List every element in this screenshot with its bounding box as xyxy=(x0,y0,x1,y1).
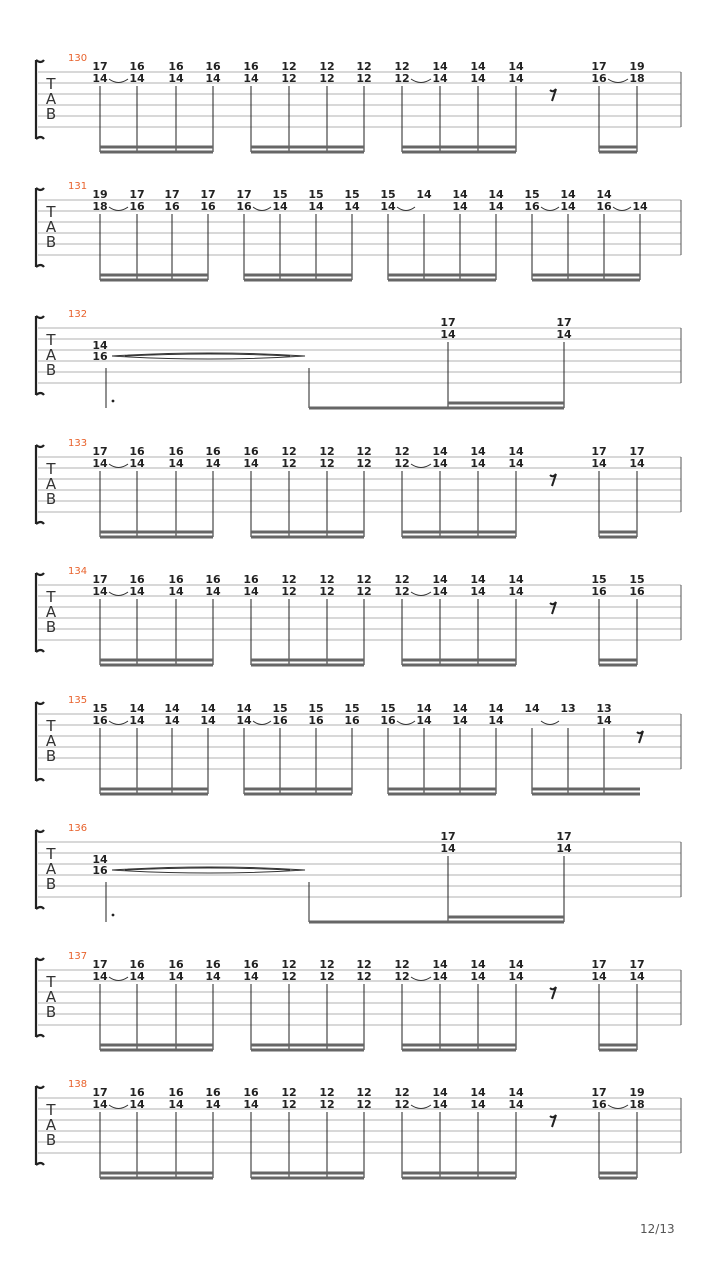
fret-number: 14 xyxy=(243,970,259,983)
tie xyxy=(397,721,415,725)
fret-number: 17 xyxy=(92,445,108,458)
fret-number: 12 xyxy=(394,573,410,586)
fret-number: 16 xyxy=(205,573,221,586)
tab-clef-letter: B xyxy=(45,361,57,379)
fret-number: 14 xyxy=(508,958,524,971)
fret-number: 14 xyxy=(129,714,145,727)
fret-number: 14 xyxy=(164,702,180,715)
fret-number: 14 xyxy=(272,200,288,213)
fret-number: 14 xyxy=(488,200,504,213)
fret-number: 14 xyxy=(236,702,252,715)
fret-number: 14 xyxy=(470,445,486,458)
fret-number: 14 xyxy=(508,1086,524,1099)
fret-number: 14 xyxy=(205,1098,221,1111)
fret-number: 14 xyxy=(129,702,145,715)
fret-number: 16 xyxy=(591,1098,607,1111)
fret-number: 12 xyxy=(319,445,335,458)
fret-number: 14 xyxy=(416,714,432,727)
fret-number: 17 xyxy=(556,316,572,329)
fret-number: 17 xyxy=(629,445,645,458)
measure-number: 133 xyxy=(68,438,88,449)
fret-number: 16 xyxy=(129,958,145,971)
tab-system xyxy=(36,823,681,922)
fret-number: 14 xyxy=(92,970,108,983)
tab-clef-letter: T xyxy=(46,460,56,478)
tie xyxy=(253,207,271,211)
tie xyxy=(613,207,631,211)
fret-number: 14 xyxy=(440,842,456,855)
tab-system xyxy=(36,438,681,537)
fret-number: 16 xyxy=(205,1086,221,1099)
fret-number: 16 xyxy=(92,350,108,363)
rest-eighth xyxy=(550,89,556,101)
fret-number: 16 xyxy=(129,1086,145,1099)
fret-number: 14 xyxy=(488,188,504,201)
fret-number: 19 xyxy=(92,188,108,201)
measure-number: 138 xyxy=(68,1079,88,1090)
fret-number: 12 xyxy=(356,970,372,983)
rest-eighth xyxy=(550,987,556,999)
fret-number: 12 xyxy=(281,585,297,598)
fret-number: 14 xyxy=(560,188,576,201)
tie xyxy=(541,721,559,725)
fret-number: 16 xyxy=(596,200,612,213)
fret-number: 17 xyxy=(591,445,607,458)
fret-number: 19 xyxy=(629,1086,645,1099)
fret-number: 12 xyxy=(319,1086,335,1099)
fret-number: 14 xyxy=(432,60,448,73)
fret-number: 12 xyxy=(319,958,335,971)
fret-number: 14 xyxy=(236,714,252,727)
fret-number: 14 xyxy=(470,573,486,586)
fret-number: 14 xyxy=(432,585,448,598)
fret-number: 17 xyxy=(591,958,607,971)
fret-number: 14 xyxy=(508,445,524,458)
fret-number: 12 xyxy=(394,1098,410,1111)
fret-number: 14 xyxy=(92,339,108,352)
fret-number: 17 xyxy=(629,958,645,971)
fret-number: 17 xyxy=(92,60,108,73)
fret-number: 14 xyxy=(243,585,259,598)
fret-number: 19 xyxy=(629,60,645,73)
fret-number: 14 xyxy=(470,970,486,983)
fret-number: 14 xyxy=(92,72,108,85)
fret-number: 15 xyxy=(308,188,324,201)
fret-number: 14 xyxy=(432,573,448,586)
tie xyxy=(109,207,128,211)
tie xyxy=(411,977,431,981)
fret-number: 13 xyxy=(560,702,576,715)
fret-number: 14 xyxy=(629,970,645,983)
tab-clef-letter: A xyxy=(45,1116,57,1134)
fret-number: 16 xyxy=(164,200,180,213)
fret-number: 12 xyxy=(319,457,335,470)
fret-number: 12 xyxy=(281,60,297,73)
fret-number: 14 xyxy=(92,1098,108,1111)
fret-number: 17 xyxy=(556,830,572,843)
fret-number: 16 xyxy=(200,200,216,213)
fret-number: 12 xyxy=(394,445,410,458)
tie xyxy=(411,592,431,596)
fret-number: 12 xyxy=(281,72,297,85)
fret-number: 15 xyxy=(272,188,288,201)
fret-number: 14 xyxy=(452,702,468,715)
tie xyxy=(253,721,271,725)
fret-number: 14 xyxy=(380,200,396,213)
fret-number: 14 xyxy=(168,457,184,470)
fret-number: 17 xyxy=(440,830,456,843)
fret-number: 14 xyxy=(452,188,468,201)
fret-number: 16 xyxy=(168,445,184,458)
fret-number: 14 xyxy=(432,72,448,85)
tie xyxy=(608,79,628,83)
fret-number: 14 xyxy=(164,714,180,727)
fret-number: 16 xyxy=(236,200,252,213)
fret-number: 17 xyxy=(591,1086,607,1099)
fret-number: 16 xyxy=(168,958,184,971)
fret-number: 18 xyxy=(629,72,645,85)
tie xyxy=(397,207,415,211)
fret-number: 14 xyxy=(168,1098,184,1111)
fret-number: 14 xyxy=(432,457,448,470)
fret-number: 12 xyxy=(281,1086,297,1099)
tab-clef-letter: B xyxy=(45,1003,57,1021)
fret-number: 15 xyxy=(591,573,607,586)
fret-number: 14 xyxy=(243,72,259,85)
fret-number: 17 xyxy=(236,188,252,201)
fret-number: 16 xyxy=(308,714,324,727)
fret-number: 12 xyxy=(394,457,410,470)
rest-eighth xyxy=(550,602,556,614)
fret-number: 12 xyxy=(281,1098,297,1111)
fret-number: 12 xyxy=(394,72,410,85)
fret-number: 16 xyxy=(129,200,145,213)
page-number: 12/13 xyxy=(640,1222,675,1236)
tab-clef-letter: T xyxy=(46,717,56,735)
fret-number: 14 xyxy=(243,1098,259,1111)
fret-number: 14 xyxy=(470,457,486,470)
tab-clef-letter: A xyxy=(45,475,57,493)
fret-number: 14 xyxy=(416,702,432,715)
fret-number: 14 xyxy=(629,457,645,470)
tab-clef-letter: T xyxy=(46,331,56,349)
fret-number: 16 xyxy=(205,60,221,73)
measure-number: 132 xyxy=(68,309,88,320)
fret-number: 12 xyxy=(394,970,410,983)
fret-number: 15 xyxy=(92,702,108,715)
fret-number: 12 xyxy=(281,970,297,983)
fret-number: 14 xyxy=(200,702,216,715)
fret-number: 14 xyxy=(440,328,456,341)
tab-clef-letter: A xyxy=(45,732,57,750)
fret-number: 17 xyxy=(92,573,108,586)
fret-number: 12 xyxy=(394,60,410,73)
tie xyxy=(411,1105,431,1109)
fret-number: 14 xyxy=(508,1098,524,1111)
tab-clef-letter: A xyxy=(45,90,57,108)
fret-number: 17 xyxy=(200,188,216,201)
dot xyxy=(112,400,115,403)
fret-number: 12 xyxy=(319,573,335,586)
fret-number: 18 xyxy=(629,1098,645,1111)
fret-number: 12 xyxy=(281,573,297,586)
fret-number: 16 xyxy=(380,714,396,727)
measure-number: 135 xyxy=(68,695,88,706)
fret-number: 14 xyxy=(488,714,504,727)
fret-number: 12 xyxy=(319,72,335,85)
fret-number: 12 xyxy=(394,1086,410,1099)
tab-clef-letter: A xyxy=(45,860,57,878)
fret-number: 14 xyxy=(92,853,108,866)
fret-number: 15 xyxy=(380,702,396,715)
fret-number: 16 xyxy=(243,445,259,458)
fret-number: 12 xyxy=(356,958,372,971)
tie xyxy=(109,592,128,596)
fret-number: 14 xyxy=(560,200,576,213)
tab-clef-letter: A xyxy=(45,218,57,236)
tie xyxy=(109,977,128,981)
tab-clef-letter: B xyxy=(45,875,57,893)
fret-number: 14 xyxy=(308,200,324,213)
fret-number: 15 xyxy=(344,188,360,201)
tab-clef-letter: T xyxy=(46,1101,56,1119)
fret-number: 12 xyxy=(281,445,297,458)
fret-number: 12 xyxy=(356,457,372,470)
fret-number: 17 xyxy=(92,958,108,971)
tab-system xyxy=(36,951,681,1050)
fret-number: 14 xyxy=(432,1086,448,1099)
fret-number: 16 xyxy=(591,72,607,85)
measure-number: 136 xyxy=(68,823,88,834)
fret-number: 16 xyxy=(629,585,645,598)
fret-number: 14 xyxy=(416,188,432,201)
fret-number: 15 xyxy=(380,188,396,201)
fret-number: 14 xyxy=(508,72,524,85)
fret-number: 14 xyxy=(470,60,486,73)
tab-clef-letter: T xyxy=(46,588,56,606)
fret-number: 13 xyxy=(596,702,612,715)
fret-number: 12 xyxy=(281,457,297,470)
fret-number: 17 xyxy=(440,316,456,329)
fret-number: 16 xyxy=(205,445,221,458)
fret-number: 16 xyxy=(129,573,145,586)
fret-number: 14 xyxy=(200,714,216,727)
tab-system xyxy=(36,1079,681,1178)
fret-number: 14 xyxy=(129,1098,145,1111)
fret-number: 12 xyxy=(281,958,297,971)
fret-number: 14 xyxy=(591,457,607,470)
fret-number: 14 xyxy=(508,60,524,73)
tab-system xyxy=(36,53,681,152)
fret-number: 12 xyxy=(356,1098,372,1111)
fret-number: 12 xyxy=(394,585,410,598)
rest-eighth xyxy=(550,1115,556,1127)
tab-clef-letter: T xyxy=(46,845,56,863)
fret-number: 17 xyxy=(591,60,607,73)
rest-eighth xyxy=(550,474,556,486)
fret-number: 16 xyxy=(591,585,607,598)
fret-number: 16 xyxy=(168,573,184,586)
tab-clef-letter: B xyxy=(45,490,57,508)
fret-number: 16 xyxy=(243,573,259,586)
fret-number: 14 xyxy=(488,702,504,715)
fret-number: 16 xyxy=(344,714,360,727)
tab-clef-letter: T xyxy=(46,75,56,93)
fret-number: 14 xyxy=(596,714,612,727)
fret-number: 14 xyxy=(632,200,648,213)
fret-number: 15 xyxy=(524,188,540,201)
fret-number: 14 xyxy=(92,457,108,470)
fret-number: 12 xyxy=(319,1098,335,1111)
fret-number: 14 xyxy=(129,457,145,470)
fret-number: 12 xyxy=(356,72,372,85)
fret-number: 16 xyxy=(243,1086,259,1099)
fret-number: 14 xyxy=(556,328,572,341)
fret-number: 16 xyxy=(168,1086,184,1099)
fret-number: 14 xyxy=(168,585,184,598)
tab-system xyxy=(36,566,681,665)
fret-number: 15 xyxy=(272,702,288,715)
fret-number: 14 xyxy=(508,970,524,983)
tie xyxy=(109,721,128,725)
tab-clef-letter: A xyxy=(45,988,57,1006)
fret-number: 14 xyxy=(168,72,184,85)
fret-number: 12 xyxy=(319,585,335,598)
fret-number: 14 xyxy=(556,842,572,855)
fret-number: 12 xyxy=(356,60,372,73)
fret-number: 18 xyxy=(92,200,108,213)
fret-number: 14 xyxy=(508,457,524,470)
tie xyxy=(411,464,431,468)
fret-number: 14 xyxy=(129,585,145,598)
fret-number: 14 xyxy=(129,970,145,983)
fret-number: 14 xyxy=(432,445,448,458)
fret-number: 12 xyxy=(319,60,335,73)
fret-number: 16 xyxy=(129,60,145,73)
fret-number: 14 xyxy=(205,457,221,470)
rest-sixteenth xyxy=(637,731,643,743)
measure-number: 137 xyxy=(68,951,88,962)
fret-number: 12 xyxy=(319,970,335,983)
fret-number: 15 xyxy=(344,702,360,715)
fret-number: 15 xyxy=(308,702,324,715)
fret-number: 16 xyxy=(272,714,288,727)
fret-number: 14 xyxy=(452,714,468,727)
fret-number: 16 xyxy=(243,60,259,73)
tab-clef-letter: B xyxy=(45,233,57,251)
fret-number: 14 xyxy=(432,970,448,983)
fret-number: 14 xyxy=(243,457,259,470)
fret-number: 16 xyxy=(243,958,259,971)
tie xyxy=(411,79,431,83)
tab-clef-letter: B xyxy=(45,747,57,765)
fret-number: 14 xyxy=(129,72,145,85)
fret-number: 16 xyxy=(129,445,145,458)
fret-number: 14 xyxy=(432,958,448,971)
fret-number: 12 xyxy=(356,445,372,458)
fret-number: 14 xyxy=(344,200,360,213)
fret-number: 14 xyxy=(524,702,540,715)
fret-number: 14 xyxy=(92,585,108,598)
fret-number: 14 xyxy=(596,188,612,201)
tie xyxy=(608,1105,628,1109)
tab-clef-letter: B xyxy=(45,105,57,123)
fret-number: 14 xyxy=(452,200,468,213)
fret-number: 16 xyxy=(168,60,184,73)
tie xyxy=(541,207,559,211)
fret-number: 12 xyxy=(356,1086,372,1099)
fret-number: 14 xyxy=(470,958,486,971)
fret-number: 16 xyxy=(92,714,108,727)
dot xyxy=(112,914,115,917)
fret-number: 15 xyxy=(629,573,645,586)
tab-system xyxy=(36,695,681,794)
tab-clef-letter: A xyxy=(45,346,57,364)
measure-number: 134 xyxy=(68,566,88,577)
measure-number: 130 xyxy=(68,53,88,64)
fret-number: 14 xyxy=(470,72,486,85)
tie xyxy=(109,464,128,468)
fret-number: 16 xyxy=(524,200,540,213)
fret-number: 12 xyxy=(394,958,410,971)
fret-number: 14 xyxy=(205,970,221,983)
fret-number: 17 xyxy=(164,188,180,201)
fret-number: 16 xyxy=(205,958,221,971)
fret-number: 17 xyxy=(92,1086,108,1099)
fret-number: 14 xyxy=(470,1086,486,1099)
tab-clef-letter: B xyxy=(45,1131,57,1149)
fret-number: 14 xyxy=(168,970,184,983)
fret-number: 14 xyxy=(205,72,221,85)
measure-number: 131 xyxy=(68,181,88,192)
tab-clef-letter: T xyxy=(46,203,56,221)
tie xyxy=(109,1105,128,1109)
tab-clef-letter: B xyxy=(45,618,57,636)
fret-number: 12 xyxy=(356,585,372,598)
tab-system xyxy=(36,309,681,408)
fret-number: 16 xyxy=(92,864,108,877)
fret-number: 14 xyxy=(508,585,524,598)
fret-number: 14 xyxy=(432,1098,448,1111)
tab-clef-letter: T xyxy=(46,973,56,991)
fret-number: 14 xyxy=(470,585,486,598)
tab-system xyxy=(36,181,681,280)
fret-number: 17 xyxy=(129,188,145,201)
fret-number: 14 xyxy=(205,585,221,598)
fret-number: 14 xyxy=(591,970,607,983)
fret-number: 14 xyxy=(508,573,524,586)
tab-clef-letter: A xyxy=(45,603,57,621)
tie xyxy=(109,79,128,83)
fret-number: 12 xyxy=(356,573,372,586)
fret-number: 14 xyxy=(470,1098,486,1111)
